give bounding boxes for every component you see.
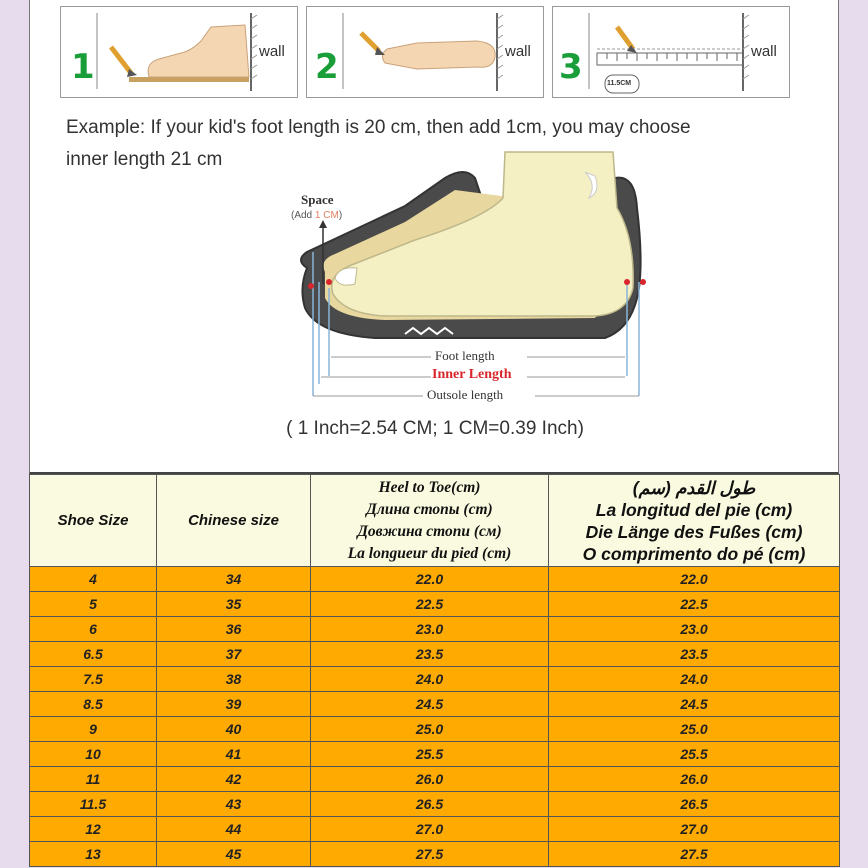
cell-foot-length: 25.0: [549, 717, 840, 742]
cell-foot-length: 23.0: [549, 617, 840, 642]
cell-heel-to-toe: 22.0: [311, 567, 549, 592]
step-3-wall-label: wall: [751, 43, 777, 60]
header-heel-to-toe: [311, 475, 549, 567]
cell-heel-to-toe: 22.5: [311, 592, 549, 617]
step-2-wall-label: wall: [505, 43, 531, 60]
cell-heel-to-toe: 27.5: [311, 842, 549, 867]
example-line-1: Example: If your kid's foot length is 20 cm, then add 1cm, you may choose: [66, 117, 691, 138]
cell-chinese-size: 44: [157, 817, 311, 842]
cell-heel-to-toe: 27.0: [311, 817, 549, 842]
table-row: [30, 792, 840, 817]
shoe-length-diagram: [255, 148, 655, 415]
space-note-value: 1 CM: [314, 210, 339, 221]
cell-chinese-size: 42: [157, 767, 311, 792]
step-2-number: 2: [315, 47, 339, 87]
cell-heel-to-toe: 25.0: [311, 717, 549, 742]
cell-heel-to-toe: 25.5: [311, 742, 549, 767]
cell-foot-length: 26.5: [549, 792, 840, 817]
cell-chinese-size: 41: [157, 742, 311, 767]
step-2-card: [306, 6, 544, 98]
size-chart-table: [29, 474, 840, 867]
step-1-number: 1: [71, 47, 95, 87]
header-foot-length-multilang: [549, 475, 840, 567]
foot-length-label: Foot length: [435, 348, 495, 363]
space-label: [301, 192, 334, 208]
table-row: [30, 692, 840, 717]
cell-chinese-size: 38: [157, 667, 311, 692]
cell-shoe-size: 5: [30, 592, 157, 617]
example-line-2: inner length 21 cm: [66, 149, 223, 170]
cell-chinese-size: 39: [157, 692, 311, 717]
cell-chinese-size: 45: [157, 842, 311, 867]
space-title: Space: [301, 192, 334, 207]
cell-foot-length: 24.0: [549, 667, 840, 692]
cell-shoe-size: 11: [30, 767, 157, 792]
table-row: [30, 592, 840, 617]
cell-foot-length: 23.5: [549, 642, 840, 667]
cell-heel-to-toe: 24.5: [311, 692, 549, 717]
step-3-number: 3: [559, 47, 583, 87]
table-row: [30, 842, 840, 867]
space-note: [291, 210, 342, 221]
step-1-card: [60, 6, 298, 98]
step-3-ruler-reading: 11.5CM: [607, 80, 632, 87]
table-row: [30, 617, 840, 642]
header-shoe-size: Shoe Size: [30, 475, 157, 567]
header-heel-to-toe-fr: La longueur du pied (cm): [347, 544, 512, 562]
cell-chinese-size: 34: [157, 567, 311, 592]
cell-foot-length: 27.0: [549, 817, 840, 842]
inner-length-label: Inner Length: [432, 367, 512, 382]
header-heel-to-toe-uk: Довжина стопи (см): [357, 522, 502, 540]
cell-chinese-size: 37: [157, 642, 311, 667]
table-row: [30, 742, 840, 767]
header-foot-length-pt: O comprimento do pé (cm): [582, 543, 806, 564]
table-row: [30, 667, 840, 692]
cell-shoe-size: 8.5: [30, 692, 157, 717]
cell-heel-to-toe: 26.5: [311, 792, 549, 817]
space-note-suffix: ): [338, 210, 343, 221]
cell-chinese-size: 36: [157, 617, 311, 642]
cell-chinese-size: 43: [157, 792, 311, 817]
table-row: [30, 642, 840, 667]
step-3-card: [552, 6, 790, 98]
cell-heel-to-toe: 23.5: [311, 642, 549, 667]
size-chart-header-row: [30, 475, 840, 567]
cell-foot-length: 24.5: [549, 692, 840, 717]
header-foot-length-de: Die Länge des Fußes (cm): [585, 521, 803, 542]
cell-shoe-size: 13: [30, 842, 157, 867]
table-row: [30, 817, 840, 842]
cell-chinese-size: 35: [157, 592, 311, 617]
cell-shoe-size: 6.5: [30, 642, 157, 667]
cell-foot-length: 25.5: [549, 742, 840, 767]
cell-shoe-size: 11.5: [30, 792, 157, 817]
measurement-steps: [60, 6, 800, 100]
cell-foot-length: 26.0: [549, 767, 840, 792]
cell-shoe-size: 6: [30, 617, 157, 642]
cell-shoe-size: 12: [30, 817, 157, 842]
size-guide-panel: [29, 0, 839, 474]
table-row: [30, 717, 840, 742]
cell-heel-to-toe: 26.0: [311, 767, 549, 792]
header-heel-to-toe-ru: Длина стопы (cm): [366, 500, 493, 518]
header-chinese-size: Chinese size: [157, 475, 311, 567]
cell-foot-length: 22.0: [549, 567, 840, 592]
unit-conversion-note: ( 1 Inch=2.54 CM; 1 CM=0.39 Inch): [286, 418, 584, 439]
cell-shoe-size: 7.5: [30, 667, 157, 692]
cell-foot-length: 22.5: [549, 592, 840, 617]
cell-shoe-size: 4: [30, 567, 157, 592]
cell-heel-to-toe: 23.0: [311, 617, 549, 642]
cell-heel-to-toe: 24.0: [311, 667, 549, 692]
outsole-length-label: Outsole length: [427, 387, 504, 402]
cell-foot-length: 27.5: [549, 842, 840, 867]
cell-shoe-size: 10: [30, 742, 157, 767]
header-heel-to-toe-en: Heel to Toe(cm): [378, 478, 481, 496]
space-note-prefix: (Add: [291, 210, 315, 221]
table-row: [30, 767, 840, 792]
header-foot-length-es: La longitud del pie (cm): [595, 499, 793, 520]
cell-chinese-size: 40: [157, 717, 311, 742]
table-row: [30, 567, 840, 592]
step-1-wall-label: wall: [259, 43, 285, 60]
cell-shoe-size: 9: [30, 717, 157, 742]
header-foot-length-ar: (طول القدم (سم: [632, 477, 756, 498]
